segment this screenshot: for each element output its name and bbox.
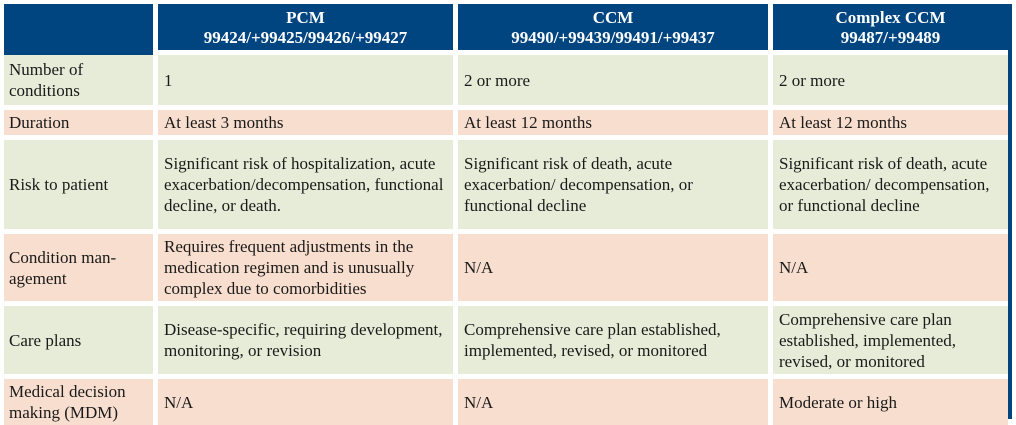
header-pcm-codes: 99424/+99425/99426/+99427 <box>203 28 408 47</box>
cell-ccm: N/A <box>458 379 773 425</box>
cell-ccm: Significant risk of death, acute exacerbation/ decompensation, or functional decline <box>458 140 773 234</box>
cell-complex-ccm: Significant risk of death, acute exacerbation/ decompensation, or functional decline <box>773 140 1008 234</box>
table-row-medical-decision-making <box>4 379 1008 425</box>
header-blank-cell <box>4 4 158 55</box>
cell-complex-ccm: 2 or more <box>773 55 1008 110</box>
care-management-comparison-table <box>4 4 1008 425</box>
row-label: Condition man- agement <box>4 234 158 306</box>
header-complex-ccm-codes: 99487/+99489 <box>840 28 941 47</box>
table-row-care-plans <box>4 306 1008 379</box>
cell-pcm: 1 <box>158 55 458 110</box>
header-ccm-codes: 99490/+99439/99491/+99437 <box>511 28 715 47</box>
table-row-risk-to-patient <box>4 140 1008 234</box>
cell-complex-ccm: Moderate or high <box>773 379 1008 425</box>
row-label: Medical decision making (MDM) <box>4 379 158 425</box>
cell-pcm: Disease-specific, requiring development, monitoring, or revision <box>158 306 458 379</box>
header-pcm <box>158 4 458 55</box>
cell-complex-ccm: Comprehensive care plan established, implemented, revised, or monitored <box>773 306 1008 379</box>
header-row <box>4 4 1008 55</box>
cell-pcm: Requires frequent adjustments in the medication regimen and is unusually complex due to comorbidities <box>158 234 458 306</box>
cell-complex-ccm: N/A <box>773 234 1008 306</box>
cell-complex-ccm: At least 12 months <box>773 110 1008 140</box>
row-label: Duration <box>4 110 158 140</box>
cell-ccm: N/A <box>458 234 773 306</box>
cell-pcm: At least 3 months <box>158 110 458 140</box>
table-row-duration <box>4 110 1008 140</box>
header-complex-ccm-name: Complex CCM <box>835 8 946 27</box>
header-complex-ccm <box>773 4 1008 55</box>
table-row-condition-management <box>4 234 1008 306</box>
row-label: Number of conditions <box>4 55 158 110</box>
cell-ccm: At least 12 months <box>458 110 773 140</box>
row-label: Care plans <box>4 306 158 379</box>
table-row-number-of-conditions <box>4 55 1008 110</box>
header-ccm-name: CCM <box>592 8 634 27</box>
header-ccm <box>458 4 773 55</box>
header-pcm-name: PCM <box>286 8 325 27</box>
row-label: Risk to patient <box>4 140 158 234</box>
cell-ccm: Comprehensive care plan established, implemented, revised, or monitored <box>458 306 773 379</box>
cell-pcm: Significant risk of hospitalization, acute exacerbation/decompensation, functional decline, or death. <box>158 140 458 234</box>
cell-pcm: N/A <box>158 379 458 425</box>
cell-ccm: 2 or more <box>458 55 773 110</box>
